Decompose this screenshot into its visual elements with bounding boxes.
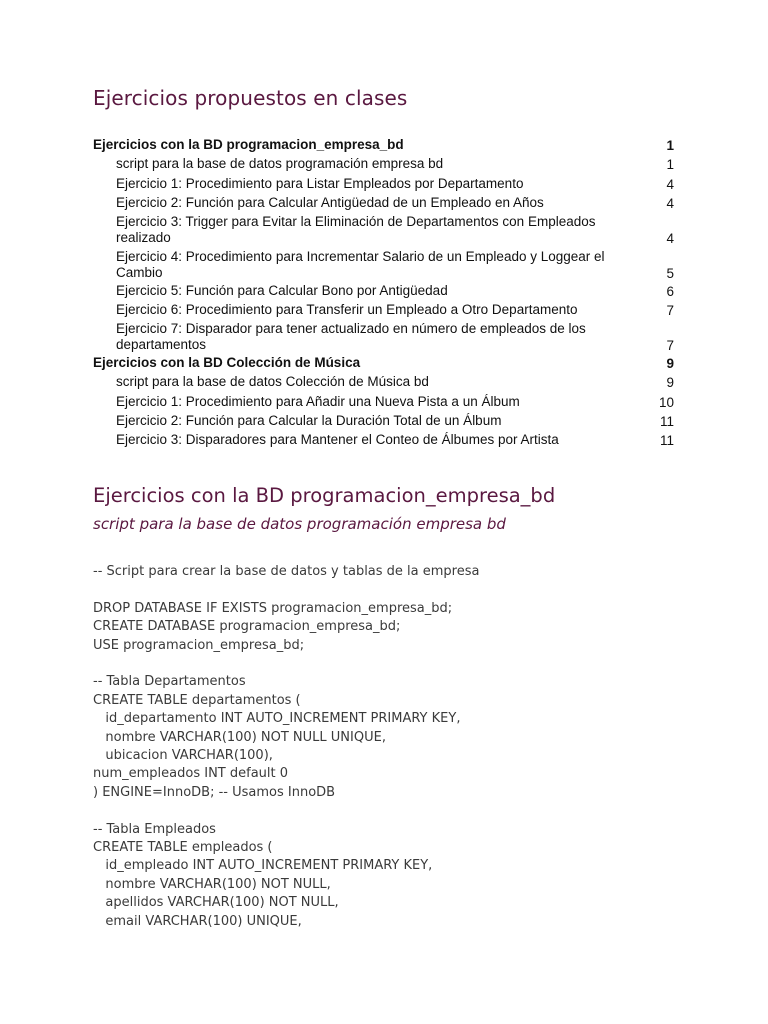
code-line: nombre VARCHAR(100) NOT NULL,: [93, 876, 331, 892]
code-line: -- Tabla Empleados: [93, 821, 216, 837]
toc-entry-page: 7: [666, 302, 674, 318]
section-heading: Ejercicios con la BD programacion_empresa_bd: [93, 484, 556, 507]
toc-entry[interactable]: [93, 176, 674, 192]
code-line: -- Tabla Departamentos: [93, 674, 246, 690]
code-line: id_empleado INT AUTO_INCREMENT PRIMARY KEY,: [93, 858, 433, 874]
toc-entry[interactable]: [93, 302, 674, 318]
toc-entry-text: Ejercicio 1: Procedimiento para Listar Empleados por Departamento: [116, 176, 524, 191]
toc-entry[interactable]: [93, 249, 674, 281]
toc-entry-text: script para la base de datos Colección de Música bd: [116, 374, 429, 389]
toc-entry-page: 1: [666, 156, 674, 172]
toc-entry[interactable]: [93, 283, 674, 299]
toc-entry-page: 7: [666, 337, 674, 353]
toc-entry-page: 10: [658, 394, 674, 410]
toc-entry-text: Ejercicio 3: Disparadores para Mantener el Conteo de Álbumes por Artista: [116, 432, 559, 447]
toc-entry-text: Ejercicio 3: Trigger para Evitar la Eliminación de Departamentos con Empleados realizado: [116, 214, 596, 245]
code-line: apellidos VARCHAR(100) NOT NULL,: [93, 895, 339, 911]
toc-entry-text: Ejercicio 1: Procedimiento para Añadir una Nueva Pista a un Álbum: [116, 394, 520, 409]
toc-entry[interactable]: [93, 321, 674, 353]
toc-entry[interactable]: [93, 137, 674, 153]
toc-entry[interactable]: [93, 355, 674, 371]
code-line: email VARCHAR(100) UNIQUE,: [93, 913, 302, 929]
toc-entry-page: 6: [666, 283, 674, 299]
subsection-heading: script para la base de datos programación empresa bd: [93, 515, 506, 533]
toc-entry-page: 1: [666, 137, 674, 153]
code-line: DROP DATABASE IF EXISTS programacion_empresa_bd;: [93, 600, 453, 616]
toc-entry-page: 4: [666, 176, 674, 192]
toc-entry-page: 4: [666, 230, 674, 246]
toc-entry[interactable]: [93, 156, 674, 172]
toc-entry-text: Ejercicio 5: Función para Calcular Bono por Antigüedad: [116, 283, 448, 298]
toc-entry-page: 5: [666, 265, 674, 281]
code-line: CREATE TABLE departamentos (: [93, 692, 301, 708]
toc-entry[interactable]: [93, 195, 674, 211]
toc-entry-text: Ejercicio 7: Disparador para tener actualizado en número de empleados de los departamentos: [116, 321, 586, 352]
code-line: ubicacion VARCHAR(100),: [93, 748, 273, 763]
toc-entry-text: Ejercicio 2: Función para Calcular la Duración Total de un Álbum: [116, 413, 502, 428]
code-line: -- Script para crear la base de datos y tablas de la empresa: [93, 564, 480, 579]
toc-entry-text: Ejercicio 2: Función para Calcular Antigüedad de un Empleado en Años: [116, 195, 544, 210]
toc-entry-text: Ejercicios con la BD Colección de Música: [93, 355, 361, 370]
toc-entry-page: 9: [666, 355, 674, 371]
toc-entry-page: 11: [659, 413, 674, 429]
toc-entry[interactable]: [93, 374, 674, 390]
toc-entry-page: 11: [659, 432, 674, 448]
toc-entry-page: 4: [666, 195, 674, 211]
code-line: num_empleados INT default 0: [93, 766, 289, 782]
code-line: nombre VARCHAR(100) NOT NULL UNIQUE,: [93, 729, 386, 745]
toc-entry[interactable]: [93, 394, 674, 410]
code-line: ) ENGINE=InnoDB; -- Usamos InnoDB: [93, 784, 336, 800]
toc-entry-page: 9: [666, 374, 674, 390]
code-line: id_departamento INT AUTO_INCREMENT PRIMARY KEY,: [93, 711, 461, 727]
toc-entry[interactable]: [93, 413, 674, 429]
code-line: CREATE TABLE empleados (: [93, 840, 273, 855]
toc-entry[interactable]: [93, 432, 674, 448]
toc-entry[interactable]: [93, 214, 674, 246]
toc-entry-text: script para la base de datos programación empresa bd: [116, 156, 444, 171]
code-line: CREATE DATABASE programacion_empresa_bd;: [93, 619, 401, 635]
code-line: USE programacion_empresa_bd;: [93, 637, 305, 653]
toc-entry-text: Ejercicio 6: Procedimiento para Transferir un Empleado a Otro Departamento: [116, 302, 578, 317]
toc-entry-text: Ejercicio 4: Procedimiento para Incrementar Salario de un Empleado y Loggear el Cambio: [116, 249, 605, 280]
toc-entry-text: Ejercicios con la BD programacion_empresa_bd: [93, 137, 404, 152]
document-title: Ejercicios propuestos en clases: [93, 86, 408, 110]
